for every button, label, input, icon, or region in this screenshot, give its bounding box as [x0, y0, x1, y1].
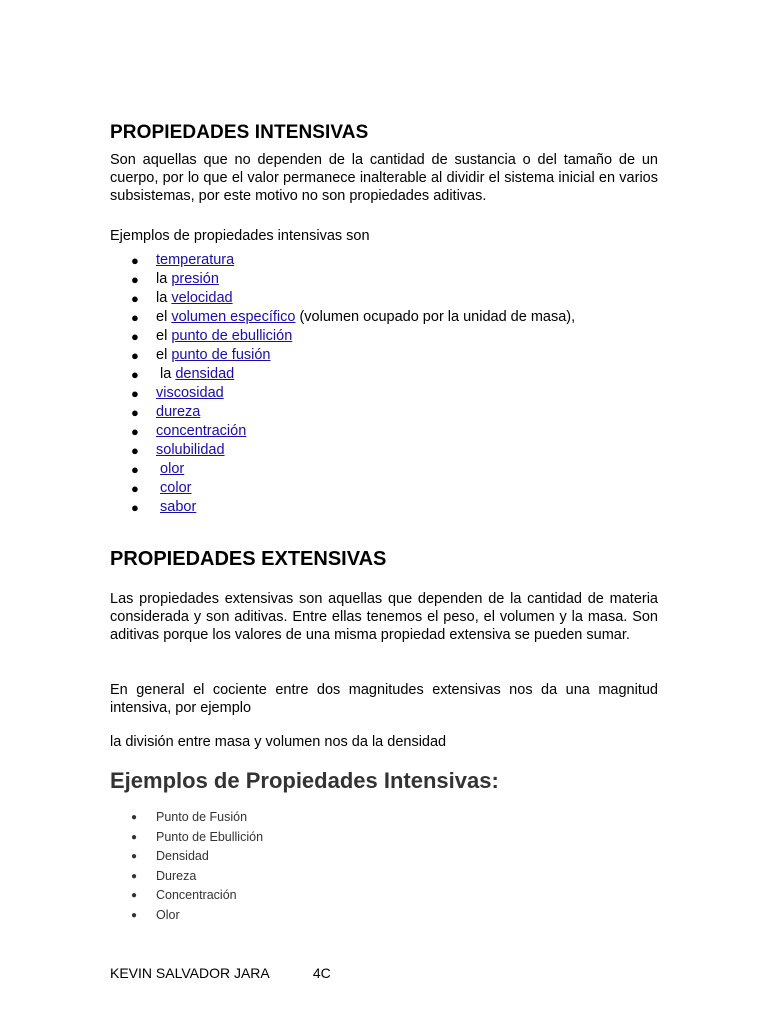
- bullet-icon: ●: [131, 424, 139, 439]
- bullet-icon: ●: [131, 291, 139, 306]
- bullet-icon: ●: [131, 870, 138, 882]
- example-link[interactable]: temperatura: [156, 252, 235, 268]
- example-link[interactable]: densidad: [175, 366, 235, 382]
- example-link[interactable]: color: [160, 480, 192, 496]
- example-link[interactable]: presión: [171, 271, 219, 287]
- example-list-item: [110, 384, 575, 403]
- example-prefix: el: [156, 347, 172, 363]
- example-list-item: [110, 479, 575, 498]
- example-link[interactable]: concentración: [156, 423, 247, 439]
- small-item-label: Densidad: [156, 849, 209, 863]
- example-prefix: el: [156, 328, 172, 344]
- intensive-description: Son aquellas que no dependen de la cantidad de sustancia o del tamaño de un cuerpo, por lo que el valor permanece inalterable al dividir el sistema inicial en varios subsistemas, por este motivo no son propiedades aditivas.: [110, 152, 658, 204]
- examples-intro: Ejemplos de propiedades intensivas son: [110, 228, 370, 244]
- small-list-item: [110, 847, 263, 867]
- example-list-item: [110, 270, 575, 289]
- bullet-icon: ●: [131, 386, 139, 401]
- small-item-label: Punto de Fusión: [156, 810, 248, 824]
- small-list-item: [110, 828, 263, 848]
- example-link[interactable]: sabor: [160, 499, 197, 515]
- examples-small-list: [110, 808, 263, 925]
- example-list-item: [110, 365, 575, 384]
- bullet-icon: ●: [131, 253, 139, 268]
- bullet-icon: ●: [131, 481, 139, 496]
- bullet-icon: ●: [131, 851, 138, 862]
- extensive-paragraph-2: En general el cociente entre dos magnitudes extensivas nos da una magnitud intensiva, por ejemplo: [110, 682, 658, 716]
- small-list-item: [110, 808, 263, 828]
- example-link[interactable]: olor: [160, 461, 185, 477]
- bullet-icon: ●: [131, 272, 139, 287]
- example-list-item: [110, 251, 575, 270]
- example-list-item: [110, 403, 575, 422]
- bullet-icon: ●: [131, 909, 138, 921]
- small-item-label: Punto de Ebullición: [156, 829, 264, 844]
- bullet-icon: ●: [131, 367, 139, 382]
- example-link[interactable]: punto de ebullición: [171, 328, 293, 344]
- small-list-item: [110, 867, 263, 887]
- extensive-paragraph-1: Las propiedades extensivas son aquellas que dependen de la cantidad de materia considerada y son aditivas. Entre ellas tenemos el peso, el volumen y la masa. Son aditivas porque los valores de una misma propiedad extensiva se pueden sumar.: [110, 591, 658, 643]
- small-list-item: [110, 886, 263, 906]
- small-item-label: Olor: [156, 907, 180, 922]
- example-suffix: (volumen ocupado por la unidad de masa),: [295, 309, 576, 325]
- example-link[interactable]: solubilidad: [156, 442, 225, 458]
- bullet-icon: ●: [131, 329, 139, 344]
- bullet-icon: ●: [131, 831, 138, 843]
- example-link[interactable]: punto de fusión: [171, 347, 271, 363]
- footer-grade: 4C: [312, 965, 331, 981]
- example-list-item: [110, 422, 575, 441]
- intensive-examples-list: [110, 251, 575, 517]
- example-list-item: [110, 460, 575, 479]
- section-title-examples: Ejemplos de Propiedades Intensivas:: [110, 768, 499, 793]
- small-list-item: [110, 906, 263, 926]
- bullet-icon: ●: [131, 812, 138, 823]
- bullet-icon: ●: [131, 310, 139, 325]
- example-list-item: [110, 441, 575, 460]
- bullet-icon: ●: [131, 443, 139, 458]
- example-link[interactable]: viscosidad: [156, 385, 224, 401]
- example-prefix: la: [156, 290, 172, 306]
- section-title-extensive: PROPIEDADES EXTENSIVAS: [110, 548, 387, 570]
- bullet-icon: ●: [131, 405, 139, 420]
- small-item-label: Concentración: [156, 888, 237, 902]
- footer-author: KEVIN SALVADOR JARA: [110, 965, 269, 981]
- example-prefix: la: [156, 271, 172, 287]
- small-item-label: Dureza: [156, 868, 197, 883]
- example-prefix: la: [156, 366, 176, 382]
- bullet-icon: ●: [131, 462, 139, 477]
- example-link[interactable]: velocidad: [171, 290, 233, 306]
- bullet-icon: ●: [131, 348, 139, 363]
- example-link[interactable]: dureza: [156, 404, 201, 420]
- example-list-item: [110, 346, 575, 365]
- example-prefix: el: [156, 309, 172, 325]
- example-list-item: [110, 498, 575, 517]
- section-title-intensive: PROPIEDADES INTENSIVAS: [110, 122, 369, 143]
- example-link[interactable]: volumen específico: [171, 309, 296, 325]
- example-list-item: [110, 327, 575, 346]
- footer: [110, 965, 331, 981]
- extensive-paragraph-3: la división entre masa y volumen nos da la densidad: [110, 734, 447, 750]
- bullet-icon: ●: [131, 890, 138, 901]
- bullet-icon: ●: [131, 500, 139, 515]
- example-list-item: [110, 308, 575, 327]
- example-list-item: [110, 289, 575, 308]
